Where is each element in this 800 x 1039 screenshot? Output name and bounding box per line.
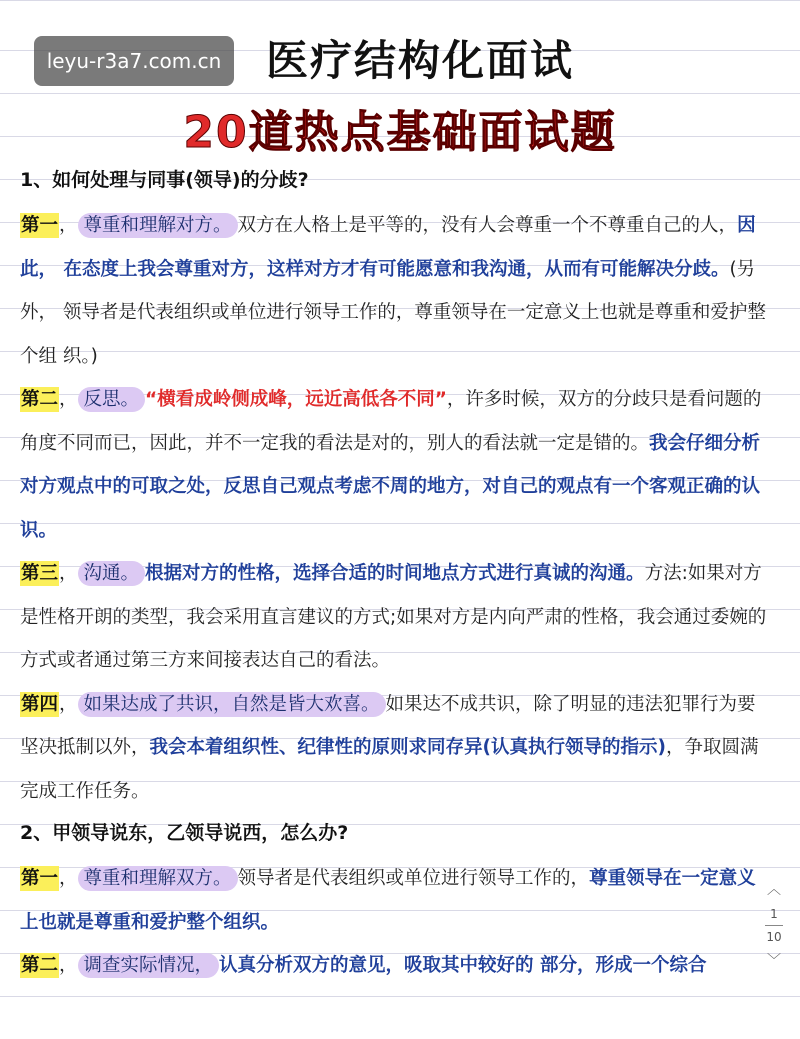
q1-p2-sep: ，	[59, 389, 78, 410]
q1-p2-text1: ，许多时候，双方的分歧只是看问题的角度不同而已，因此，并不一定我的看法是对的，别人的看法就一定是错的。	[20, 389, 762, 454]
q1-p3-text1: 方法:如果对方是性格开朗的类型，我会采用直言建议的方式;如果对方是内向严肃的性格，我会通过委婉的方式或者通过第三方来间接表达自己的看法。	[20, 563, 767, 671]
q1-paragraph-1	[20, 204, 772, 378]
page-subtitle: 20道热点基础面试题	[183, 107, 617, 158]
q2-p1-blue: 尊重领导在一定意义上也就是尊重和爱护整个组织。	[20, 868, 756, 933]
q2-p1-key: 尊重和理解双方。	[78, 866, 238, 891]
page-indicator	[762, 875, 786, 976]
page-down-icon[interactable]: ﹀	[767, 953, 781, 969]
q1-p4-text1: 如果达不成共识，除了明显的违法犯罪行为要坚决抵制以外，	[20, 693, 756, 758]
q1-p4-sep: ，	[59, 693, 78, 715]
q1-p1-text1: 双方在人格上是平等的，没有人会尊重一个不尊重自己的人，	[237, 215, 738, 236]
q2-p2-key: 调查实际情况，	[78, 953, 220, 978]
q1-p1-tag: 第一	[21, 215, 59, 236]
q1-p3-key: 沟通。	[78, 561, 146, 586]
q1-p1-sep: ，	[59, 215, 78, 236]
q1-p2-key: 反思。	[78, 387, 146, 412]
page-up-icon[interactable]: ︿	[767, 882, 781, 898]
q1-paragraph-2	[20, 378, 772, 552]
q1-p3-sep: ，	[59, 563, 78, 584]
q2-paragraph-1	[20, 857, 772, 944]
total-page-number: 10	[766, 930, 782, 944]
page-title: 医疗结构化面试	[265, 36, 574, 85]
document-body	[20, 160, 772, 988]
q2-p1-sep: ，	[59, 868, 78, 889]
q2-paragraph-2	[20, 944, 772, 988]
q2-p1-text1: 领导者是代表组织或单位进行领导工作的，	[237, 868, 590, 889]
q2-p1-tag: 第一	[21, 868, 59, 889]
q1-p2-quote: “横看成岭侧成峰，远近高低各不同”	[145, 389, 447, 410]
question-1-title: 1、如何处理与同事(领导)的分歧?	[20, 169, 309, 191]
q1-paragraph-4	[20, 683, 772, 814]
q1-p3-tag: 第三	[21, 563, 59, 584]
watermark-label: leyu-r3a7.com.cn	[34, 36, 234, 86]
q1-p1-key: 尊重和理解对方。	[78, 213, 238, 238]
q1-p4-blue: 我会本着组织性、纪律性的原则求同存异(认真执行领导的指示)	[149, 737, 666, 758]
current-page-number: 1	[770, 907, 778, 921]
page-number-divider	[765, 925, 783, 926]
q2-p2-sep: ，	[59, 955, 78, 976]
q1-paragraph-3	[20, 552, 772, 683]
q2-p2-blue: 认真分析双方的意见，吸取其中较好的 部分，形成一个综合	[219, 955, 707, 976]
q1-p2-blue: 我会仔细分析对方观点中的可取之处，反思自己观点考虑不周的地方，对自己的观点有一个客观正确的认识。	[20, 432, 761, 541]
q2-p2-tag: 第二	[21, 955, 59, 976]
q1-p2-tag: 第二	[21, 389, 59, 410]
q1-p4-text2: ，争取圆满完成工作任务。	[20, 737, 759, 802]
q1-p3-blue: 根据对方的性格，选择合适的时间地点方式进行真诚的沟通。	[145, 563, 645, 584]
q1-p4-tag: 第四	[21, 693, 59, 715]
question-2-title: 2、甲领导说东，乙领导说西，怎么办?	[20, 822, 349, 844]
q1-p1-blue: 因此， 在态度上我会尊重对方，这样对方才有可能愿意和我沟通，从而有可能解决分歧。	[20, 215, 756, 280]
q1-p4-key: 如果达成了共识，自然是皆大欢喜。	[78, 692, 386, 717]
q1-p1-text2: (另外， 领导者是代表组织或单位进行领导工作的，尊重领导在一定意义上也就是尊重和爱护整个组 织。)	[20, 258, 766, 367]
